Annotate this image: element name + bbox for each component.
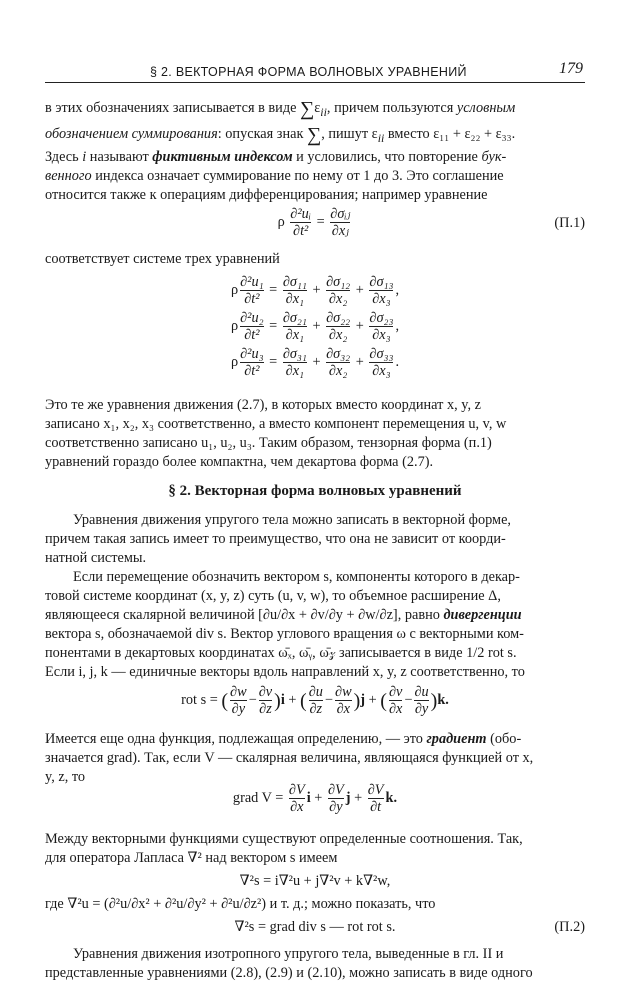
fraction: $\frac{\text{∂σ₂₃}}{\text{∂x₃}}$ bbox=[369, 310, 394, 343]
system-equation-3: ρ $\frac{\text{∂²u₃}}{\text{∂t²}}$ = $\frac{\text{∂σ₃₁}}{\text{∂x₁}}$ + $\frac{\text{∂σ₃₂}}{\text{∂x₂}}$ + $\frac{\text{∂σ₃₃}}{\text{∂x₃}}$ . bbox=[230, 346, 400, 379]
fraction: $\frac{\partial u}{\partial z}$ bbox=[308, 684, 323, 717]
fraction: $\frac{\partial V}{\partial y}$ bbox=[327, 782, 344, 815]
page-number: 179 bbox=[559, 60, 583, 77]
sigma-sum-icon: ∑ bbox=[300, 98, 315, 120]
last-line-1: Уравнения движения изотропного упругого тела, выведенные в гл. II и bbox=[73, 946, 504, 962]
fraction: $\frac{\text{∂σ₃₃}}{\text{∂x₃}}$ bbox=[369, 346, 394, 379]
sigma-sum-icon: ∑ bbox=[306, 124, 322, 146]
running-title: § 2. ВЕКТОРНАЯ ФОРМА ВОЛНОВЫХ УРАВНЕНИЙ bbox=[150, 65, 467, 79]
system-intro: соответствует системе трех уравнений bbox=[45, 251, 280, 267]
equation-number: (П.2) bbox=[554, 919, 585, 935]
fraction: $\frac{\partial v}{\partial z}$ bbox=[258, 684, 273, 717]
motion-line-3: соответственно записано u₁, u₂, u₃. Таким образом, тензорная форма (п.1) bbox=[45, 435, 492, 451]
equation-p2: ∇²s = grad div s — rot rot s. (П.2) bbox=[45, 918, 585, 938]
fraction: $\frac{\text{∂σ₃₁}}{\text{∂x₁}}$ bbox=[282, 346, 307, 379]
motion-line-4: уравнений гораздо более компактна, чем декартова форма (2.7). bbox=[45, 454, 434, 470]
fraction: ∂σᵢⱼ ∂xⱼ bbox=[330, 206, 351, 239]
motion-line-1: Это те же уравнения движения (2.7), в которых вместо координат x, y, z bbox=[45, 397, 481, 413]
intro-line-1: в этих обозначениях записывается в виде $\sum\varepsilon_{ii}$, причем пользуются условным bbox=[45, 98, 516, 120]
fraction: $\frac{\partial u}{\partial y}$ bbox=[414, 684, 429, 717]
equation-number: (П.1) bbox=[554, 215, 585, 231]
s1-line-2: причем такая запись имеет то преимущество, что она не зависит от коорди- bbox=[45, 531, 506, 547]
fraction: $\frac{\text{∂σ₁₁}}{\text{∂x₁}}$ bbox=[282, 274, 307, 307]
fraction: $\frac{\partial V}{\partial t}$ bbox=[367, 782, 384, 815]
lap-line-2: для оператора Лапласа ∇² над вектором s имеем bbox=[45, 850, 338, 866]
fraction: $\frac{\text{∂σ₁₂}}{\text{∂x₂}}$ bbox=[326, 274, 351, 307]
intro-line-5: относится также к операциям дифференцирования; например уравнение bbox=[45, 187, 488, 203]
motion-line-2: записано x₁, x₂, x₃ соответственно, а вместо компонент перемещения u, v, w bbox=[45, 416, 507, 432]
fraction: $\frac{\text{∂σ₂₂}}{\text{∂x₂}}$ bbox=[326, 310, 351, 343]
system-equation-2: ρ $\frac{\text{∂²u₂}}{\text{∂t²}}$ = $\frac{\text{∂σ₂₁}}{\text{∂x₁}}$ + $\frac{\text{∂σ₂₂}}{\text{∂x₂}}$ + $\frac{\text{∂σ₂₃}}{\text{∂x₃}}$ , bbox=[230, 310, 400, 343]
s1-line-1: Уравнения движения упругого тела можно записать в векторной форме, bbox=[73, 512, 511, 528]
grad-line-3: y, z, то bbox=[45, 769, 86, 785]
fraction: $\frac{\text{∂²uᵢ}}{\text{∂t²}}$ bbox=[290, 206, 312, 239]
fraction: $\frac{\text{∂σ₂₁}}{\text{∂x₁}}$ bbox=[282, 310, 307, 343]
s2-line-3: являющееся скалярной величиной [∂u/∂x + ∂v/∂y + ∂w/∂z], равно дивергенции bbox=[45, 607, 522, 623]
lap-line-1: Между векторными функциями существуют определенные соотношения. Так, bbox=[45, 831, 523, 847]
s2-line-6: Если i, j, k — единичные векторы вдоль направлений x, y, z соответственно, то bbox=[45, 664, 525, 680]
fraction: $\frac{\partial w}{\partial x}$ bbox=[335, 684, 352, 717]
grad-line-1: Имеется еще одна функция, подлежащая определению, — это градиент (обо- bbox=[45, 731, 522, 747]
rot-equation: rot s = ( $\frac{\partial w}{\partial y}$ − $\frac{\partial v}{\partial z}$ )i + ( $\frac{\partial u}{\partial z}$ − $\frac{\partial w}{\partial x}$ )j + ( $\frac{\partial v}{\partial x}$ − $\frac{\partial u}{\partial y}$ )k. bbox=[181, 684, 449, 717]
grad-equation: grad V = $\frac{\partial V}{\partial x}$ i + $\frac{\partial V}{\partial y}$ j + $\frac{\partial V}{\partial t}$ k. bbox=[232, 782, 398, 815]
section-title: § 2. Векторная форма волновых уравнений bbox=[168, 483, 462, 499]
s2-line-4: вектора s, обозначаемой div s. Вектор углового вращения ω с векторными ком- bbox=[45, 626, 524, 642]
fraction: $\frac{\text{∂²u₁}}{\text{∂t²}}$ bbox=[240, 274, 264, 307]
s2-line-2: товой системе координат (x, y, z) суть (u, v, w), то объемное расширение Δ, bbox=[45, 588, 501, 604]
s2-line-5: понентами в декартовых координатах ω̄ₓ, ω̄ᵧ, ω̄𝓏 записывается в виде 1/2 rot s. bbox=[45, 645, 517, 661]
fraction: $\frac{\partial V}{\partial x}$ bbox=[288, 782, 305, 815]
fraction: $\frac{\text{∂σ₁₃}}{\text{∂x₃}}$ bbox=[369, 274, 394, 307]
s1-line-3: натной системы. bbox=[45, 550, 147, 566]
intro-line-2: обозначением суммирования: опуская знак ∑, пишут $\varepsilon_{ii}$ вместо ε₁₁ + ε₂₂ + ε₃₃. bbox=[45, 124, 516, 146]
fraction: $\frac{\text{∂²u₂}}{\text{∂t²}}$ bbox=[240, 310, 264, 343]
laplace-where: где ∇²u = (∂²u/∂x² + ∂²u/∂y² + ∂²u/∂z²) и т. д.; можно показать, что bbox=[45, 896, 436, 912]
fraction: $\frac{\partial v}{\partial x}$ bbox=[388, 684, 403, 717]
fraction: $\frac{\text{∂²u₃}}{\text{∂t²}}$ bbox=[240, 346, 264, 379]
page-header bbox=[45, 60, 585, 83]
s2-line-1: Если перемещение обозначить вектором s, компоненты которого в декар- bbox=[73, 569, 520, 585]
fraction: $\frac{\partial w}{\partial y}$ bbox=[230, 684, 247, 717]
fraction: $\frac{\text{∂σ₃₂}}{\text{∂x₂}}$ bbox=[326, 346, 351, 379]
intro-line-3: Здесь i называют фиктивным индексом и условились, что повторение бук- bbox=[45, 149, 507, 165]
intro-line-4: венного индекса означает суммирование по нему от 1 до 3. Это соглашение bbox=[45, 168, 504, 184]
laplace-equation: ∇²s = i∇²u + j∇²v + k∇²w, bbox=[239, 873, 391, 889]
system-equation-1: ρ $\frac{\text{∂²u₁}}{\text{∂t²}}$ = $\frac{\text{∂σ₁₁}}{\text{∂x₁}}$ + $\frac{\text{∂σ₁₂}}{\text{∂x₂}}$ + $\frac{\text{∂σ₁₃}}{\text{∂x₃}}$ , bbox=[230, 274, 400, 307]
last-line-2: представленные уравнениями (2.8), (2.9) и (2.10), можно записать в виде одного bbox=[45, 965, 533, 981]
grad-line-2: значается grad). Так, если V — скалярная величина, являющаяся функцией от x, bbox=[45, 750, 534, 766]
equation-p1: ρ $\frac{\text{∂²uᵢ}}{\text{∂t²}}$ = ∂σᵢⱼ ∂xⱼ (П.1) bbox=[277, 206, 585, 239]
